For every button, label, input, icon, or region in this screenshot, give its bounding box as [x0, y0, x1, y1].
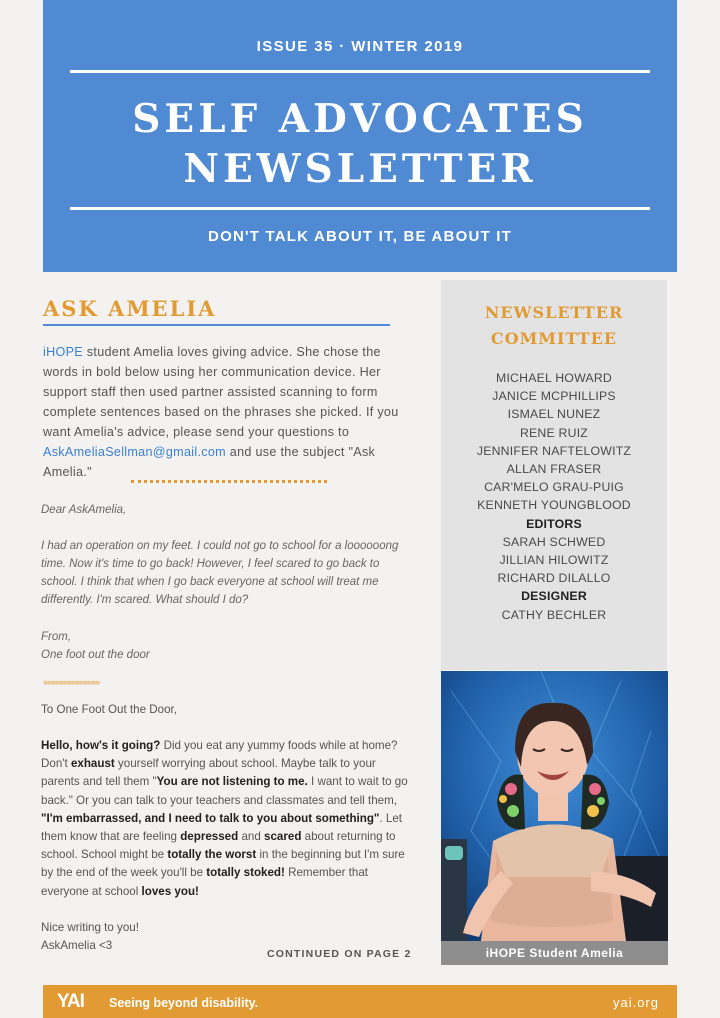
newsletter-title-line2: NEWSLETTER [183, 146, 537, 192]
reply-text: in the beginning but I'm sure by the end of the week you'll be [41, 848, 405, 880]
program-link[interactable]: iHOPE [43, 345, 83, 359]
photo-caption: iHOPE Student Amelia [441, 941, 668, 965]
student-photo [441, 671, 668, 941]
letter-signoff: One foot out the door [41, 649, 150, 661]
footer-slogan: Seeing beyond disability. [109, 996, 259, 1010]
letter-greeting: Dear AskAmelia, [41, 504, 127, 516]
website-link[interactable]: yai.org [612, 995, 659, 1010]
reply-text: yourself worrying about school. Maybe talk to your parents and tell them " [41, 757, 376, 789]
yai-logo[interactable]: YAI [57, 991, 84, 1012]
editor-name: JILLIAN HILOWITZ [499, 553, 609, 568]
page-footer [43, 985, 677, 1018]
reply-text: and [238, 830, 265, 844]
newsletter-title-line1: SELF ADVOCATES [132, 96, 588, 142]
member-name: MICHAEL HOWARD [496, 371, 612, 385]
designer-name: CATHY BECHLER [501, 607, 607, 622]
committee-title-line1: NEWSLETTER [484, 303, 624, 322]
bold-phrase: loves you! [141, 884, 199, 898]
reply-body [41, 737, 416, 901]
reply-greeting: To One Foot Out the Door, [41, 703, 177, 716]
article-title-underline [43, 324, 390, 326]
reply-text: about returning to school. School might be [41, 830, 396, 862]
designer-label: DESIGNER [521, 589, 587, 604]
letter-from: From, [41, 631, 72, 643]
editors-label: EDITORS [526, 516, 582, 531]
bold-phrase: totally stoked! [206, 866, 285, 880]
committee-title-line2: COMMITTEE [490, 329, 618, 348]
editor-name: RICHARD DILALLO [497, 571, 611, 586]
continued-link[interactable]: CONTINUED ON PAGE 2 [267, 948, 412, 960]
email-link[interactable]: AskAmeliaSellman@gmail.com [43, 445, 226, 459]
member-name: RENE RUIZ [519, 425, 589, 440]
arrow-divider: »»»»»»»»»»»»»» [43, 677, 100, 687]
intro-text-b: and use the subject "Ask Amelia." [43, 445, 376, 479]
member-name: ALLAN FRASER [506, 462, 602, 477]
bold-phrase: Hello, how's it going? [41, 739, 161, 752]
bold-phrase: "I'm embarrassed, and I need to talk to you about something" [41, 811, 380, 825]
bold-phrase: scared [264, 830, 302, 844]
reply-text: . Let them know that are feeling [41, 811, 402, 844]
member-name: JANICE MCPHILLIPS [492, 389, 616, 404]
member-name: KENNETH YOUNGBLOOD [477, 498, 631, 513]
dotted-divider [131, 480, 327, 483]
newsletter-header [43, 0, 677, 272]
header-divider-top [70, 70, 650, 73]
member-name: ISMAEL NUNEZ [507, 407, 601, 422]
member-name: CAR'MELO GRAU-PUIG [484, 480, 624, 495]
editor-name: SARAH SCHWED [502, 534, 606, 549]
committee-names [441, 369, 667, 624]
intro-text-a: student Amelia loves giving advice. She chose the words in bold below using her communication device. Her support staff then used partner assisted scanning to form complete sentences based on the phrases she picked. If you want Amelia's advice, please send your questions to [43, 345, 399, 439]
newsletter-tagline: DON'T TALK ABOUT IT, BE ABOUT IT [208, 228, 512, 245]
reply-text: I want to wait to go back." Or you can talk to your teachers and classmates and tell them, [41, 775, 408, 807]
bold-phrase: You are not listening to me. [156, 775, 308, 789]
article-title: ASK AMELIA [43, 296, 217, 321]
header-divider-bottom [70, 207, 650, 210]
reply-text: Did you eat any yummy foods while at home? Don't [41, 739, 398, 771]
bold-phrase: depressed [180, 830, 239, 844]
committee-panel [441, 280, 667, 670]
bold-phrase: totally the worst [167, 848, 257, 862]
reply-signature: AskAmelia <3 [41, 939, 113, 952]
student-photo-illustration [441, 671, 668, 941]
reply-text: Remember that everyone at school [41, 866, 368, 898]
article-intro [43, 342, 418, 482]
bold-phrase: exhaust [70, 757, 115, 771]
committee-title [441, 300, 667, 352]
reply-closing: Nice writing to you! [41, 921, 139, 934]
letter-body: I had an operation on my feet. I could not go to school for a loooooong time. Now it's time to go back! However, I feel scared to go back to school. I think that when I go back everyone at school will treat me differently. I'm scared. What should I do? [41, 540, 399, 606]
issue-label: ISSUE 35 · WINTER 2019 [256, 38, 464, 55]
member-name: JENNIFER NAFTELOWITZ [476, 443, 632, 458]
